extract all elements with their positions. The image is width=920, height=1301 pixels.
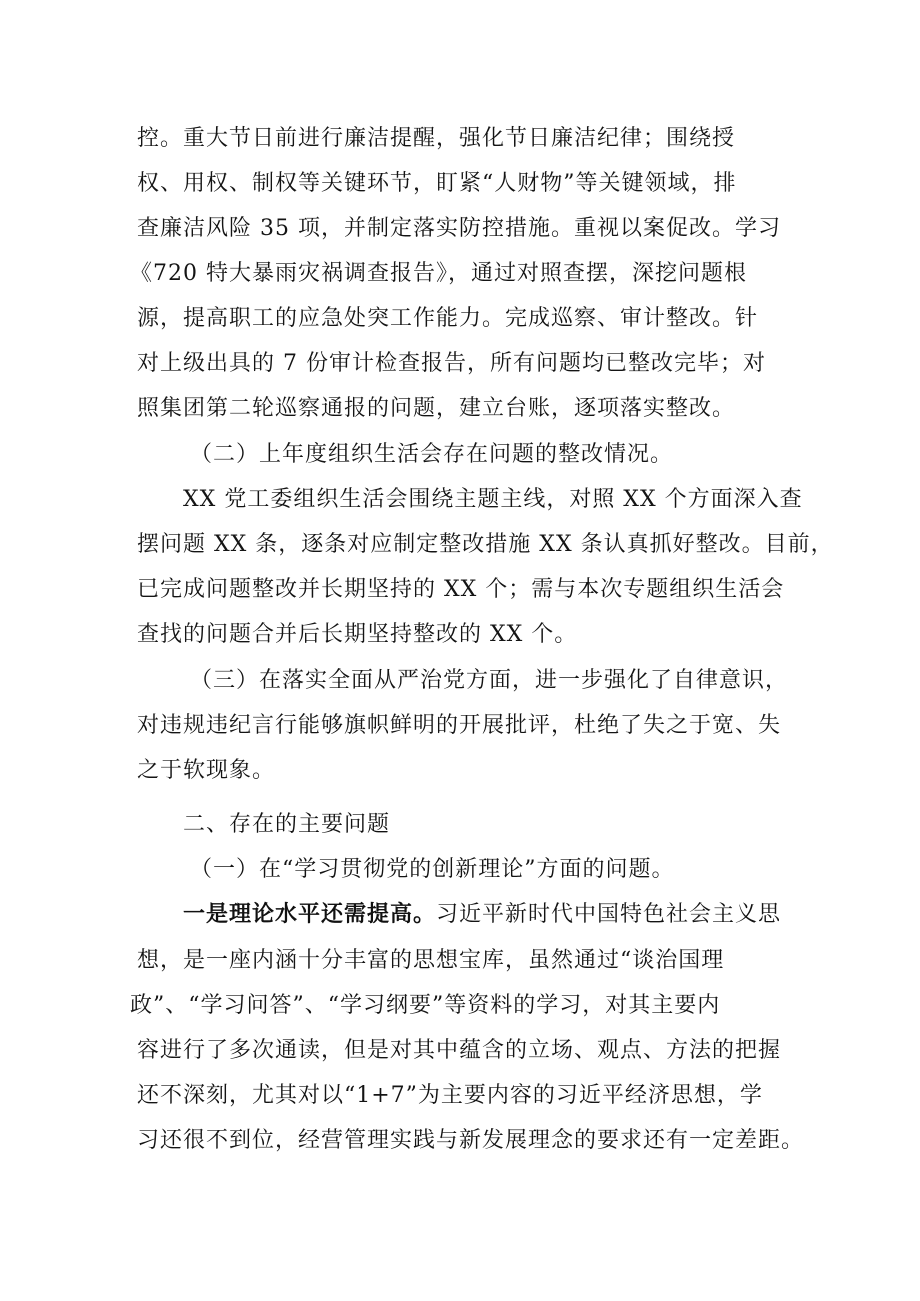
body-line: 容进行了多次通读，但是对其中蕴含的立场、观点、方法的把握 [137, 1038, 782, 1063]
body-line: 想，是一座内涵十分丰富的思想宝库，虽然通过“谈治国理 [137, 948, 725, 973]
body-line: 源，提高职工的应急处突工作能力。完成巡察、审计整改。针 [137, 306, 759, 331]
body-line: 习还很不到位，经营管理实践与新发展理念的要求还有一定差距。 [137, 1128, 805, 1153]
body-line: 控。重大节日前进行廉洁提醒，强化节日廉洁纪律；围绕授 [137, 126, 736, 151]
body-line: 之于软现象。 [137, 758, 276, 783]
body-line: 还不深刻，尤其对以“1+7”为主要内容的习近平经济思想，学 [137, 1083, 763, 1108]
body-line: 查廉洁风险 35 项，并制定落实防控措施。重视以案促改。学习 [137, 216, 781, 241]
body-line: 对上级出具的 7 份审计检查报告，所有问题均已整改完毕；对 [137, 351, 766, 376]
body-line: 已完成问题整改并长期坚持的 XX 个；需与本次专题组织生活会 [137, 577, 785, 602]
body-line: 摆问题 XX 条，逐条对应制定整改措施 XX 条认真抓好整改。目前， [137, 532, 834, 557]
bold-lead-text: 一是理论水平还需提高。 [183, 902, 437, 927]
body-line: 《720 特大暴雨灾祸调查报告》，通过对照查摆，深挖问题根 [130, 261, 747, 286]
section-heading: 二、存在的主要问题 [183, 812, 391, 837]
body-line: 照集团第二轮巡察通报的问题，建立台账，逐项落实整改。 [137, 396, 736, 421]
body-line: 政”、“学习问答”、“学习纲要”等资料的学习，对其主要内 [130, 993, 721, 1018]
body-line: 对违规违纪言行能够旗帜鲜明的开展批评，杜绝了失之于宽、失 [137, 713, 782, 738]
paragraph-lead-line [183, 892, 781, 938]
body-line: 查找的问题合并后长期坚持整改的 XX 个。 [137, 622, 578, 647]
body-line: XX 党工委组织生活会围绕主题主线，对照 XX 个方面深入查 [183, 487, 803, 512]
subsection-heading: （一）在“学习贯彻党的创新理论”方面的问题。 [190, 857, 675, 882]
body-line: （三）在落实全面从严治党方面，进一步强化了自律意识， [190, 668, 789, 693]
subsection-heading: （二）上年度组织生活会存在问题的整改情况。 [190, 442, 674, 467]
lead-rest-text: 习近平新时代中国特色社会主义思 [436, 902, 782, 927]
body-line: 权、用权、制权等关键环节，盯紧“人财物”等关键领域，排 [137, 171, 737, 196]
